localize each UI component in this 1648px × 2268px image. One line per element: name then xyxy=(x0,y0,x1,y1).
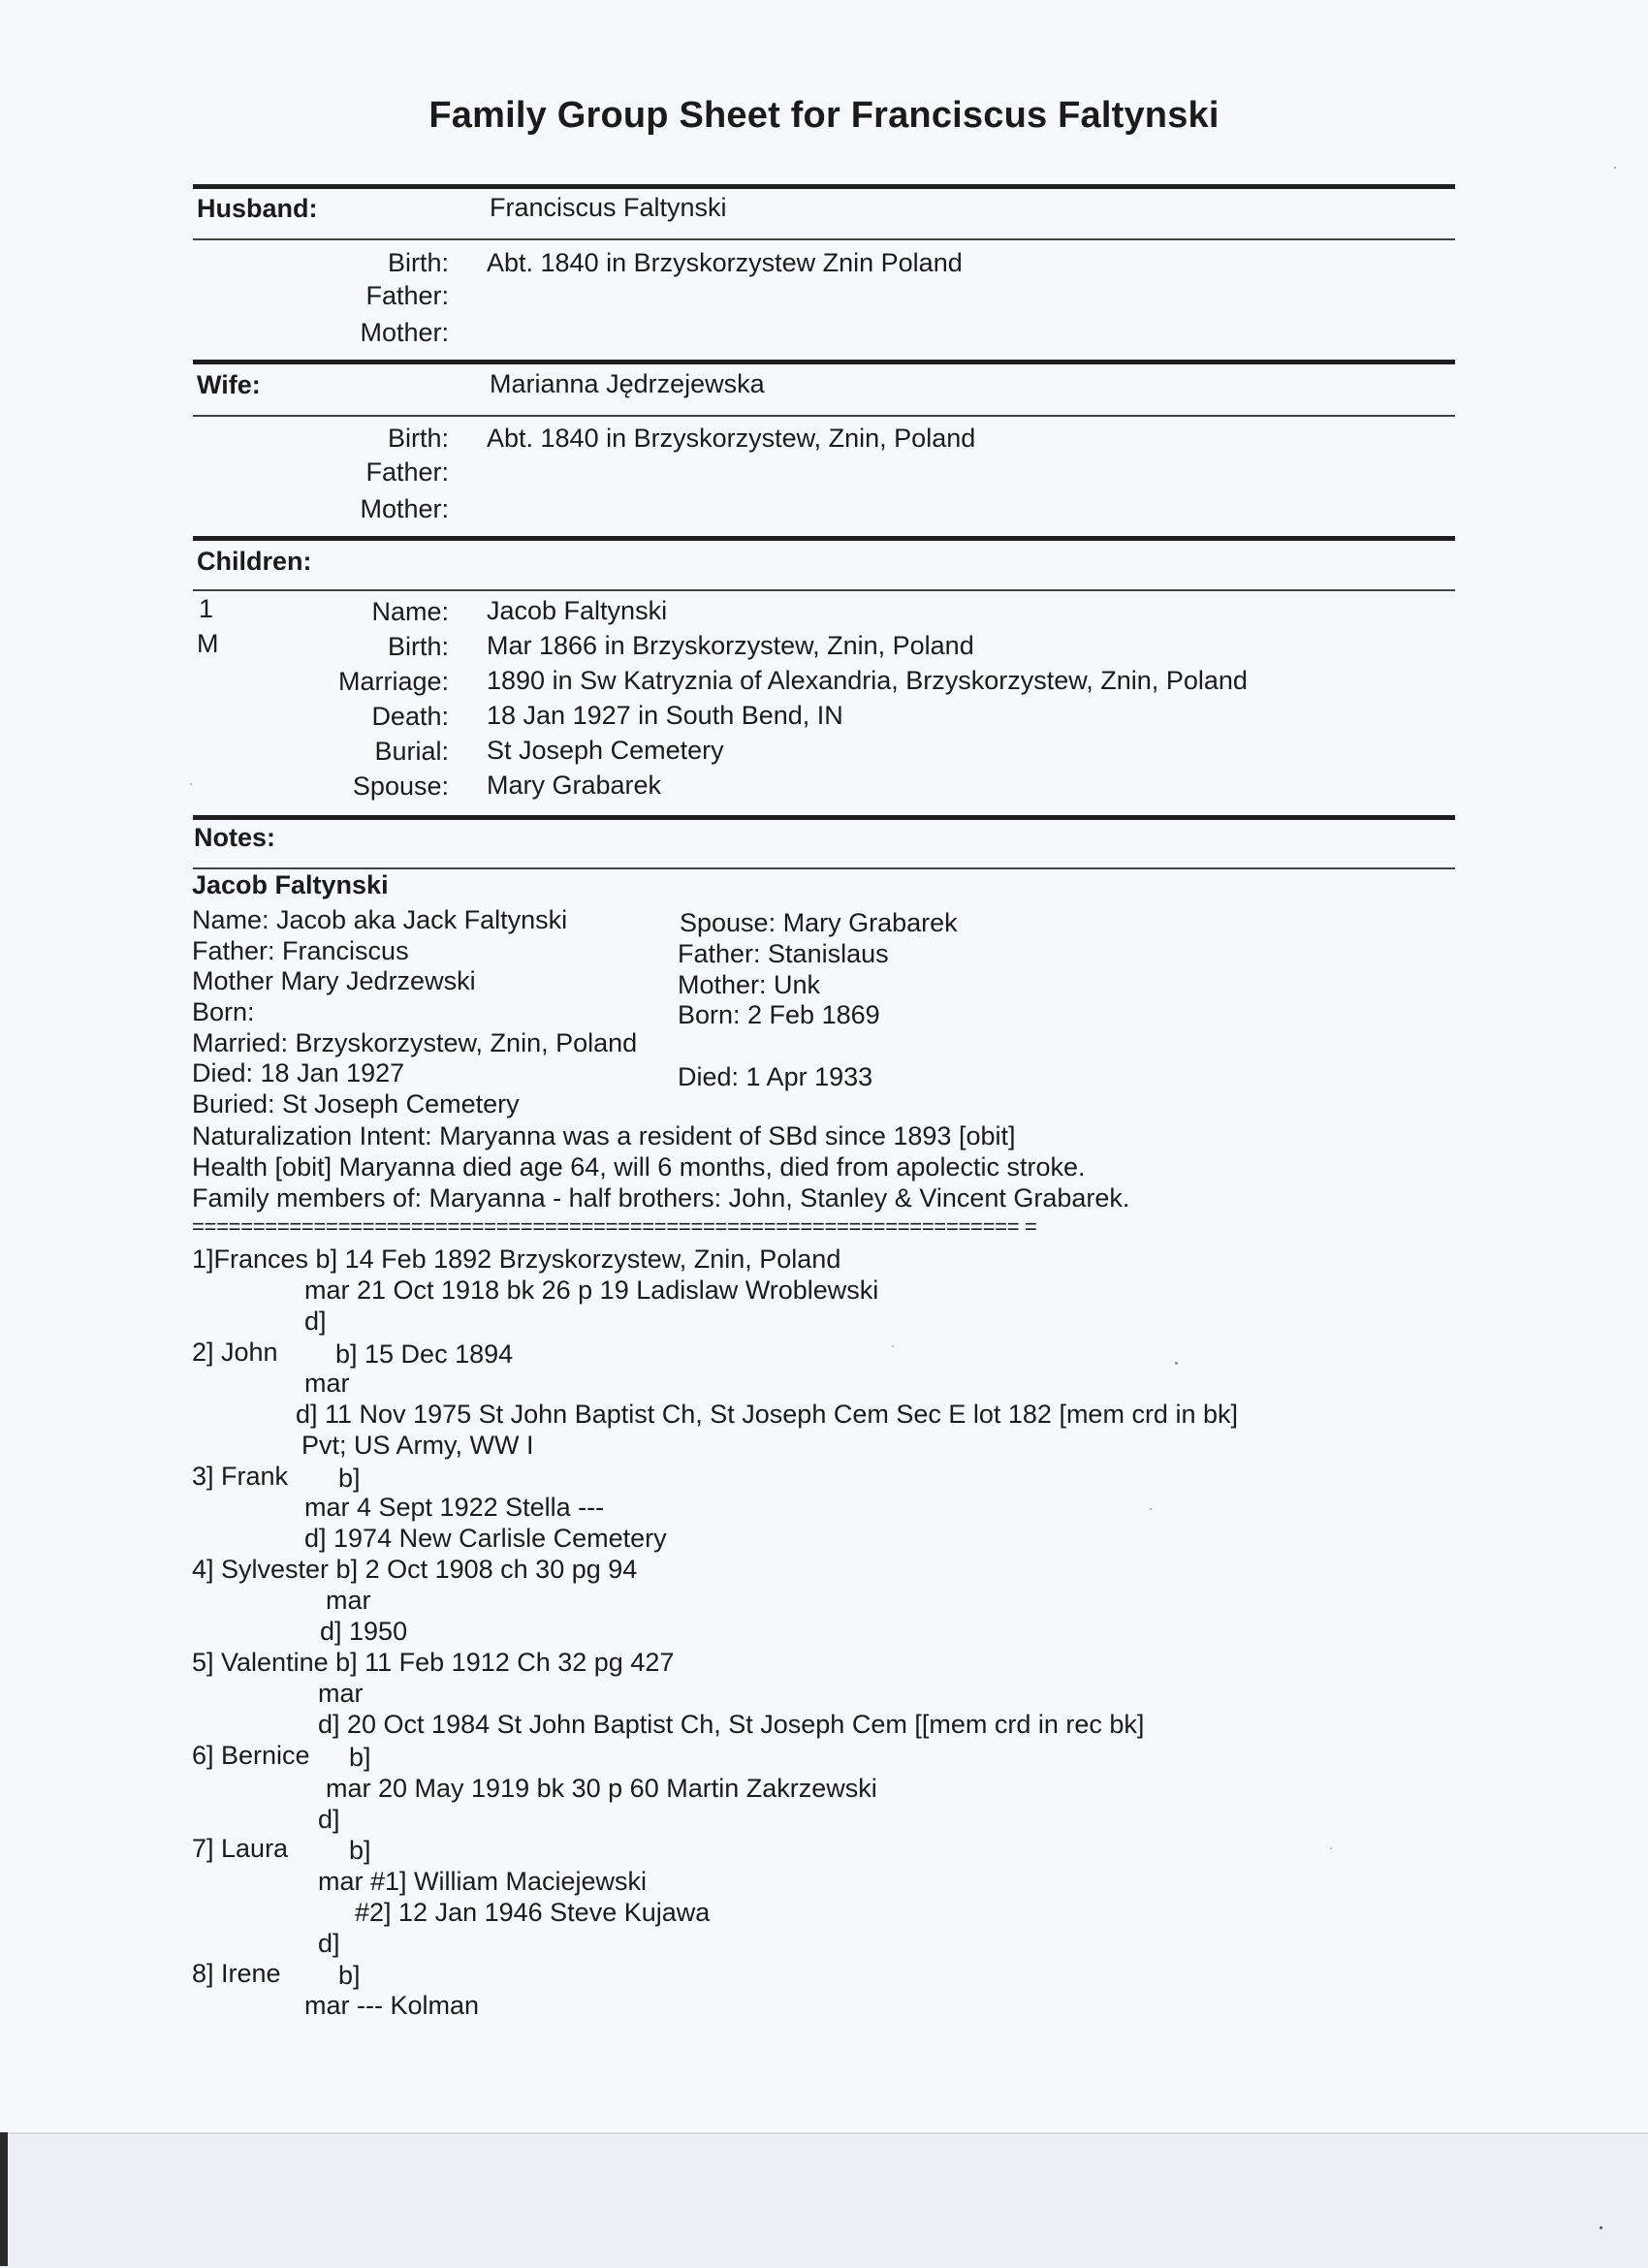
notes-list-line: b] xyxy=(338,1464,361,1493)
child-spouse: Mary Grabarek xyxy=(487,771,662,800)
notes-right-line: Died: 1 Apr 1933 xyxy=(678,1062,873,1091)
wife-father-label: Father: xyxy=(365,457,449,487)
wife-rule xyxy=(193,415,1455,417)
notes-list-line: 8] Irene xyxy=(192,1959,281,1988)
child-death-label: Death: xyxy=(371,702,449,731)
notes-list-line: mar 20 May 1919 bk 30 p 60 Martin Zakrzewski xyxy=(326,1774,877,1803)
child-spouse-label: Spouse: xyxy=(352,772,449,801)
husband-section-label: Husband: xyxy=(197,194,318,223)
child-number: 1 xyxy=(199,594,214,623)
child-burial: St Joseph Cemetery xyxy=(487,736,724,765)
notes-list-line: 5] Valentine b] 11 Feb 1912 Ch 32 pg 427 xyxy=(192,1648,675,1677)
notes-rule xyxy=(193,867,1455,869)
scan-speck xyxy=(1330,1847,1332,1849)
wife-birth: Abt. 1840 in Brzyskorzystew, Znin, Poland xyxy=(487,424,976,453)
notes-list-line: 6] Bernice xyxy=(192,1741,310,1770)
scan-speck xyxy=(1614,167,1616,169)
notes-right-line: Father: Stanislaus xyxy=(678,939,889,968)
scanner-edge-shadow xyxy=(0,2132,8,2266)
notes-list-line: 2] John xyxy=(192,1338,278,1367)
notes-section-rule xyxy=(193,815,1455,820)
children-section-rule xyxy=(193,536,1455,541)
notes-list-line: b] xyxy=(349,1743,371,1772)
notes-heading: Jacob Faltynski xyxy=(192,870,389,899)
child-name: Jacob Faltynski xyxy=(487,596,668,625)
child-birth: Mar 1866 in Brzyskorzystew, Znin, Poland xyxy=(487,631,974,660)
notes-separator: ==================================================================== = xyxy=(192,1214,1037,1239)
notes-list-line: mar xyxy=(304,1369,350,1398)
wife-name: Marianna Jędrzejewska xyxy=(490,369,765,398)
notes-left-line: Name: Jacob aka Jack Faltynski xyxy=(192,905,568,934)
child-name-label: Name: xyxy=(371,597,449,626)
husband-rule xyxy=(193,238,1455,240)
notes-list-line: 4] Sylvester b] 2 Oct 1908 ch 30 pg 94 xyxy=(192,1555,638,1584)
wife-birth-label: Birth: xyxy=(387,424,449,453)
scanner-bed-edge xyxy=(0,2132,1648,2268)
notes-left-line: Died: 18 Jan 1927 xyxy=(192,1058,405,1087)
husband-mother-label: Mother: xyxy=(360,318,449,347)
notes-list-line: d] 1974 New Carlisle Cemetery xyxy=(304,1524,667,1553)
notes-list-line: 7] Laura xyxy=(192,1834,289,1863)
husband-father-label: Father: xyxy=(365,281,449,310)
notes-list-line: d] 20 Oct 1984 St John Baptist Ch, St Joseph Cem [[mem crd in rec bk] xyxy=(318,1710,1145,1739)
wife-section-rule xyxy=(193,360,1455,364)
child-marriage-label: Marriage: xyxy=(337,667,449,696)
husband-birth-label: Birth: xyxy=(387,248,449,277)
husband-birth: Abt. 1840 in Brzyskorzystew Znin Poland xyxy=(487,248,963,277)
scan-speck xyxy=(1600,2226,1602,2229)
notes-list-line: mar xyxy=(326,1586,371,1615)
notes-left-line: Mother Mary Jedrzewski xyxy=(192,966,476,995)
notes-list-line: mar 21 Oct 1918 bk 26 p 19 Ladislaw Wroblewski xyxy=(304,1276,879,1305)
notes-list-line: d] xyxy=(304,1307,327,1336)
notes-section-label: Notes: xyxy=(194,823,276,852)
notes-list-line: b] xyxy=(349,1836,371,1865)
notes-list-line: d] 1950 xyxy=(320,1617,408,1646)
notes-list-line: d] xyxy=(318,1805,340,1834)
scan-speck xyxy=(892,1345,894,1347)
section-rule-top xyxy=(193,184,1455,189)
children-rule xyxy=(193,589,1455,591)
notes-list-line: d] xyxy=(318,1929,340,1958)
notes-list-line: mar xyxy=(318,1679,364,1708)
child-sex: M xyxy=(197,629,219,658)
notes-list-line: 3] Frank xyxy=(192,1462,289,1491)
notes-list-line: d] 11 Nov 1975 St John Baptist Ch, St Joseph Cem Sec E lot 182 [mem crd in bk] xyxy=(296,1400,1238,1429)
page-title: Family Group Sheet for Franciscus Faltynski xyxy=(428,95,1220,136)
notes-list-line: #2] 12 Jan 1946 Steve Kujawa xyxy=(355,1898,711,1927)
notes-right-line: Born: 2 Feb 1869 xyxy=(678,1000,880,1029)
notes-list-line: Pvt; US Army, WW I xyxy=(301,1431,534,1460)
wife-mother-label: Mother: xyxy=(360,494,449,523)
scan-speck xyxy=(1150,1508,1152,1510)
notes-list-line: mar --- Kolman xyxy=(304,1991,480,2020)
wife-section-label: Wife: xyxy=(197,370,261,399)
notes-full-line: Health [obit] Maryanna died age 64, will 6 months, died from apolectic stroke. xyxy=(192,1152,1086,1181)
husband-name: Franciscus Faltynski xyxy=(490,193,727,222)
notes-right-line: Spouse: Mary Grabarek xyxy=(680,908,958,937)
child-marriage: 1890 in Sw Katryznia of Alexandria, Brzyskorzystew, Znin, Poland xyxy=(487,666,1248,695)
scan-speck xyxy=(1175,1362,1178,1365)
notes-full-line: Naturalization Intent: Maryanna was a resident of SBd since 1893 [obit] xyxy=(192,1121,1016,1150)
scan-speck xyxy=(190,783,192,785)
notes-full-line: Family members of: Maryanna - half brothers: John, Stanley & Vincent Grabarek. xyxy=(192,1183,1130,1213)
notes-right-line: Mother: Unk xyxy=(678,970,821,999)
notes-list-line: b] 15 Dec 1894 xyxy=(335,1339,514,1369)
notes-left-line: Born: xyxy=(192,997,255,1026)
child-birth-label: Birth: xyxy=(387,632,449,661)
notes-left-line: Father: Franciscus xyxy=(192,936,409,965)
notes-left-line: Buried: St Joseph Cemetery xyxy=(192,1089,520,1118)
notes-list-line: b] xyxy=(338,1961,361,1990)
notes-list-line: mar #1] William Maciejewski xyxy=(318,1867,648,1896)
notes-list-line: mar 4 Sept 1922 Stella --- xyxy=(304,1493,605,1522)
child-burial-label: Burial: xyxy=(374,737,449,766)
children-section-label: Children: xyxy=(197,547,312,576)
child-death: 18 Jan 1927 in South Bend, IN xyxy=(487,701,843,730)
notes-list-line: 1]Frances b] 14 Feb 1892 Brzyskorzystew, Znin, Poland xyxy=(192,1244,841,1274)
notes-left-line: Married: Brzyskorzystew, Znin, Poland xyxy=(192,1028,638,1057)
